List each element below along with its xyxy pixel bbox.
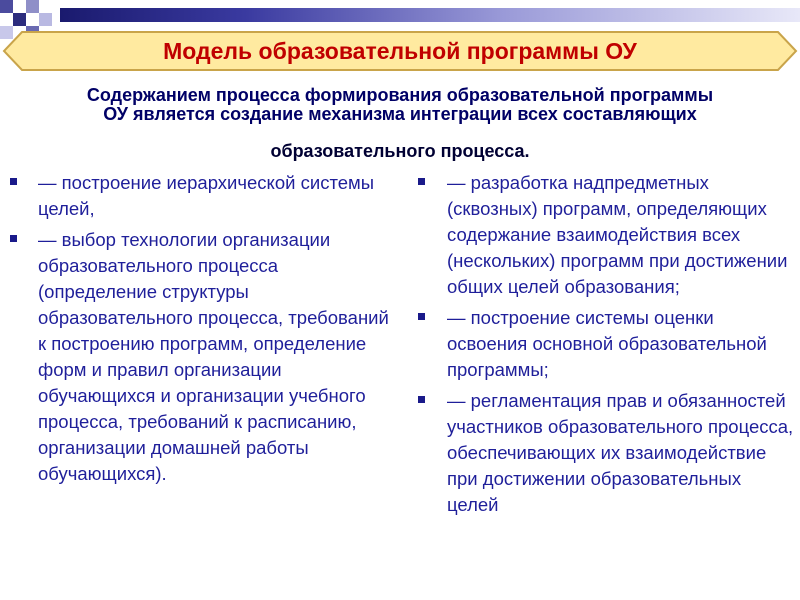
- list-item: [10, 227, 390, 487]
- checker-square: [39, 13, 52, 26]
- checker-square: [13, 13, 26, 26]
- intro-line-1: Содержанием процесса формирования образовательной программы: [86, 85, 714, 105]
- list-item-text: — построение иерархической системы целей,: [38, 172, 375, 219]
- list-item-text: — выбор технологии организации образовательного процесса (определение структуры образовательного процесса, требований к построению программ, определение форм и правил организации обучающихся и организации учебного процесса, требований к расписанию, организации домашней работы обучающихся).: [38, 229, 389, 484]
- right-bullet-list: [418, 170, 796, 523]
- square-bullet-icon: [10, 178, 17, 185]
- square-bullet-icon: [418, 178, 425, 185]
- list-item: [418, 388, 796, 518]
- list-item-text: — разработка надпредметных (сквозных) программ, определяющих содержание взаимодействия всех (нескольких) программ при достижении общих целей образования;: [447, 172, 788, 297]
- checker-square: [26, 0, 39, 13]
- intro-line-2: ОУ является создание механизма интеграции всех составляющих: [103, 104, 697, 124]
- square-bullet-icon: [10, 235, 17, 242]
- intro-line-3: образовательного процесса.: [270, 141, 530, 161]
- header-gradient-band: [60, 8, 800, 22]
- list-item: [418, 170, 796, 300]
- checker-square: [0, 0, 13, 13]
- list-item: [418, 305, 796, 383]
- intro-paragraph: [10, 86, 790, 161]
- left-bullet-list: [10, 170, 390, 492]
- list-item-text: — построение системы оценки освоения основной образовательной программы;: [447, 307, 767, 380]
- square-bullet-icon: [418, 396, 425, 403]
- list-item-text: — регламентация прав и обязанностей участников образовательного процесса, обеспечивающих их взаимодействие при достижении образовательных целей: [447, 390, 794, 515]
- slide-title: Модель образовательной программы ОУ: [163, 38, 637, 64]
- title-banner: [2, 30, 798, 72]
- square-bullet-icon: [418, 313, 425, 320]
- list-item: [10, 170, 390, 222]
